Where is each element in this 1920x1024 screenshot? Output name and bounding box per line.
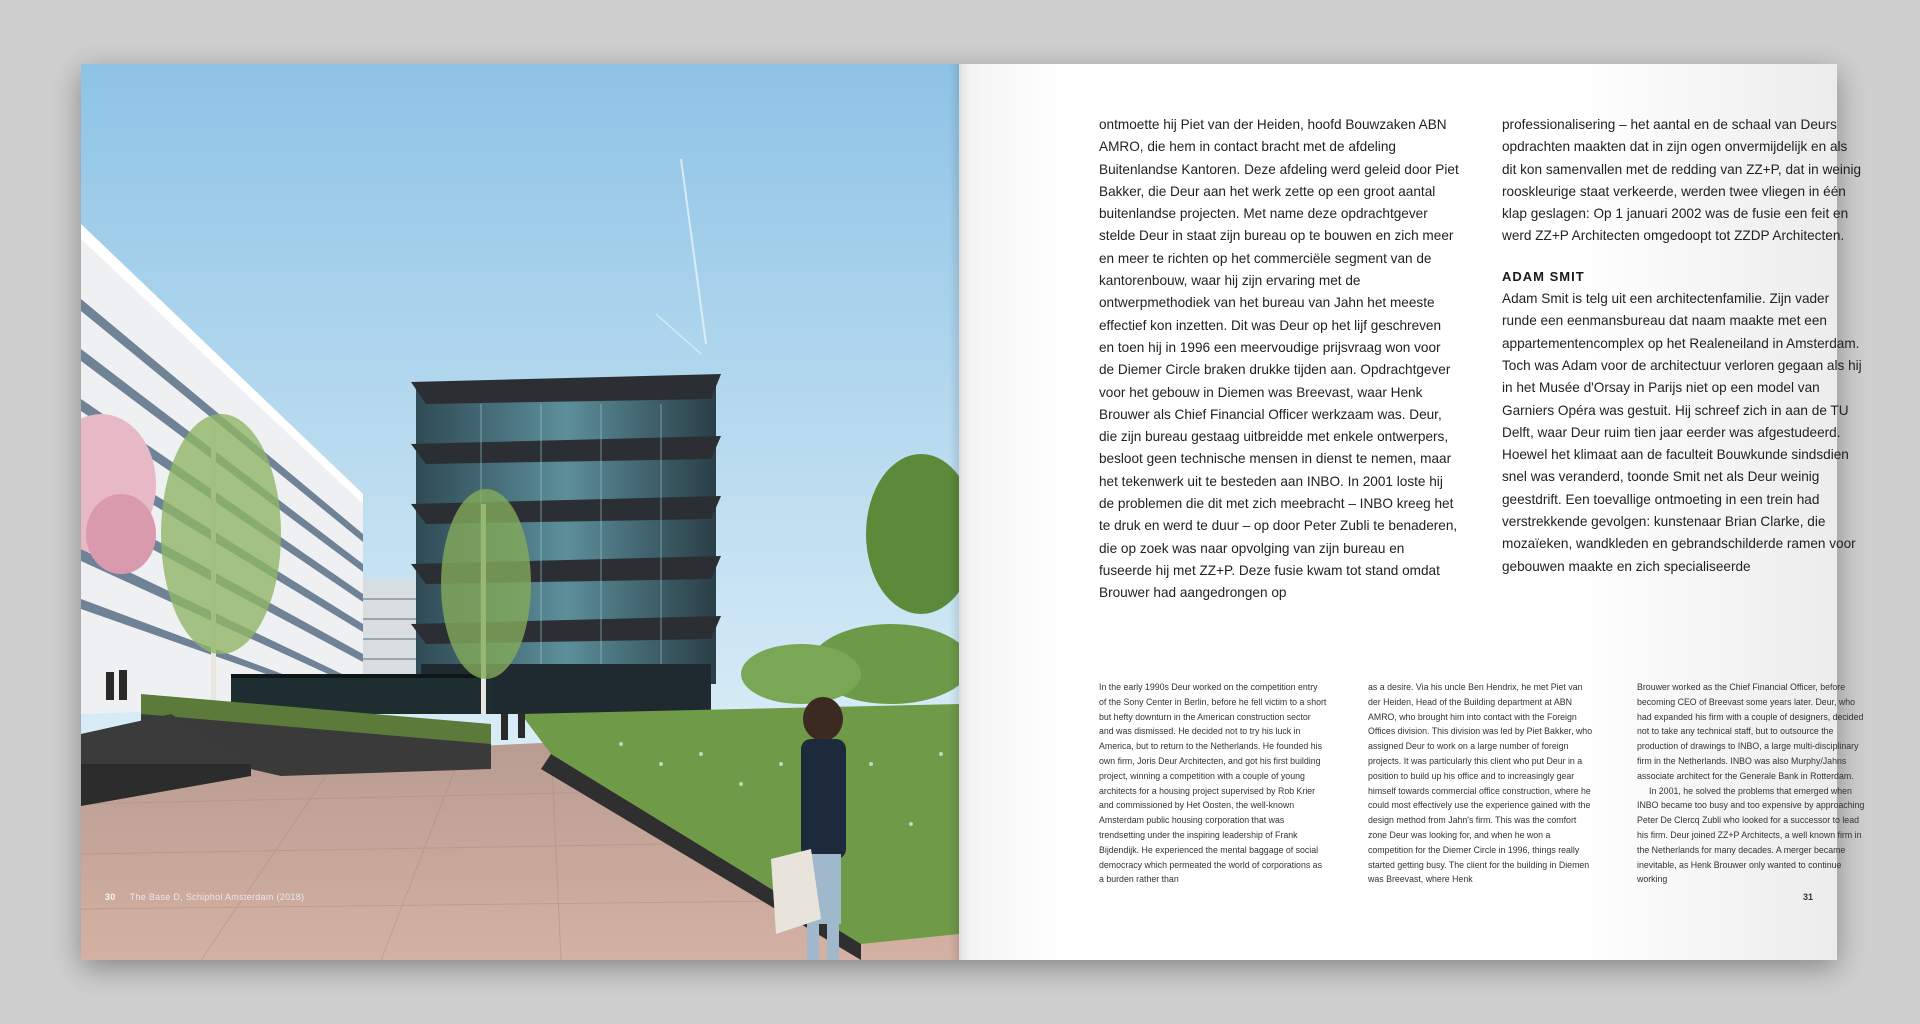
architecture-photo (81, 64, 959, 960)
dutch-paragraph: professionalisering – het aantal en de schaal van Deurs opdrachten maakten dat in zijn ogen onvermijdelijk en als dit kon samenvallen met de redding van ZZ+P, dat in weinig rooskleurige staat verkeerde, werden twee vliegen in één klap geslagen: Op 1 januari 2002 was de fusie een feit en werd ZZ+P Architecten omgedoopt tot ZZDP Architecten. (1502, 117, 1862, 244)
english-paragraph: Brouwer worked as the Chief Financial Officer, before becoming CEO of Breevast some years later. Deur, who had expanded his firm with a couple of designers, decided not to take any technical staff, but to outsource the production of drawings to INBO, a large multi-disciplinary firm in the Netherlands. INBO was also Murphy/Jahns associate architect for the Generale Bank in Rotterdam. (1637, 682, 1864, 781)
dutch-column-1 (1099, 114, 1459, 605)
book-spread (81, 64, 1865, 960)
running-footer: The Base D, Schiphol Amsterdam (2018) (129, 892, 305, 902)
english-paragraph: In 2001, he solved the problems that emerged when INBO became too busy and too expensive by approaching Peter De Clercq Zubli who looked for a successor to lead his firm. Deur joined ZZ+P Architects, a well known firm in the Netherlands for many decades. A merger became inevitable, as Henk Brouwer only wanted to continue working (1637, 785, 1865, 885)
tree (741, 644, 861, 704)
left-page (81, 64, 959, 960)
page-number-right: 31 (1802, 892, 1813, 902)
english-paragraph: as a desire. Via his uncle Ben Hendrix, he met Piet van der Heiden, Head of the Building department at ABN AMRO, who brought him into contact with the Foreign Offices division. This division was led by Piet Bakker, who assigned Deur to work on a large number of foreign projects. It was particularly this client who put Deur in a position to build up his office and to increasingly gear himself towards commercial office construction, where he could most effectively use the experience gained with the design method from Jahn's firm. This was the comfort zone Deur was looking for, and when he won a competition for the Diemer Circle in 1996, things really started getting busy. The client for the building in Diemen was Breevast, where Henk (1368, 682, 1593, 885)
dutch-paragraph: Adam Smit is telg uit een architectenfamilie. Zijn vader runde een eenmansbureau dat naam maakte met een appartementencomplex op het Realeneiland in Amsterdam. Toch was Adam voor de architectuur verloren gegaan als hij in het Musée d'Orsay in Parijs niet op een model van Garniers Opéra was gestuit. Hij schreef zich in aan de TU Delft, waar Deur ruim tien jaar eerder was afgestudeerd. Hoewel het klimaat aan de faculteit Bouwkunde sindsdien snel was veranderd, toonde Smit net als Deur weinig geestdrift. Een toevallige ontmoeting in een trein had verstrekkende gevolgen: kunstenaar Brian Clarke, die mozaïeken, wandkleden en gebrandschilderde ramen voor gebouwen maakte en zich specialiseerde (1502, 291, 1862, 574)
dutch-column-2 (1502, 114, 1862, 578)
english-column-2 (1368, 680, 1596, 887)
english-column-1 (1099, 680, 1327, 887)
left-folio (105, 892, 304, 902)
english-column-3 (1637, 680, 1865, 887)
english-paragraph: In the early 1990s Deur worked on the competition entry of the Sony Center in Berlin, before he fell victim to a short but hefty downturn in the American construction sector and was dismissed. He decided not to try his luck in America, but to return to the Netherlands. He founded his own firm, Joris Deur Architecten, and got his first building project, winning a competition with a couple of young architects for a housing project supervised by Rob Krier and commissioned by Het Oosten, the well-known Amsterdam public housing corporation that was trendsetting under the inspiring leadership of Frank Bijdendijk. He experienced the mental baggage of social democracy which permeated the world of corporations as a burden rather than (1099, 682, 1327, 885)
page-number-left: 30 (105, 892, 116, 902)
right-page (959, 64, 1865, 960)
dutch-paragraph: ontmoette hij Piet van der Heiden, hoofd Bouwzaken ABN AMRO, die hem in contact bracht met de afdeling Buitenlandse Kantoren. Deze afdeling werd geleid door Piet Bakker, die Deur aan het werk zette op een groot aantal buitenlandse projecten. Met name deze opdrachtgever stelde Deur in staat zijn bureau op te bouwen en zich meer en meer te richten op het commerciële segment van de kantorenbouw, waar hij zijn ervaring met de ontwerpmethodiek van het bureau van Jahn het meeste effectief kon inzetten. Dit was Deur op het lijf geschreven en toen hij in 1996 een meervoudige prijsvraag won voor de Diemer Circle braken drukke tijden aan. Opdrachtgever voor het gebouw in Diemen was Breevast, waar Henk Brouwer als Chief Financial Officer werkzaam was. Deur, die zijn bureau gestaag uitbreidde met enkele ontwerpers, besloot geen technische mensen in dienst te nemen, maar het tekenwerk uit te besteden aan INBO. In 2001 loste hij de problemen die dit met zich meebracht – INBO kreeg het te druk en werd te duur – op door Peter Zubli te benaderen, die op zoek was naar opvolging van zijn bureau en fuseerde hij met ZZ+P. Deze fusie kwam tot stand omdat Brouwer had aangedrongen op (1099, 117, 1459, 601)
section-heading: ADAM SMIT (1502, 268, 1585, 284)
